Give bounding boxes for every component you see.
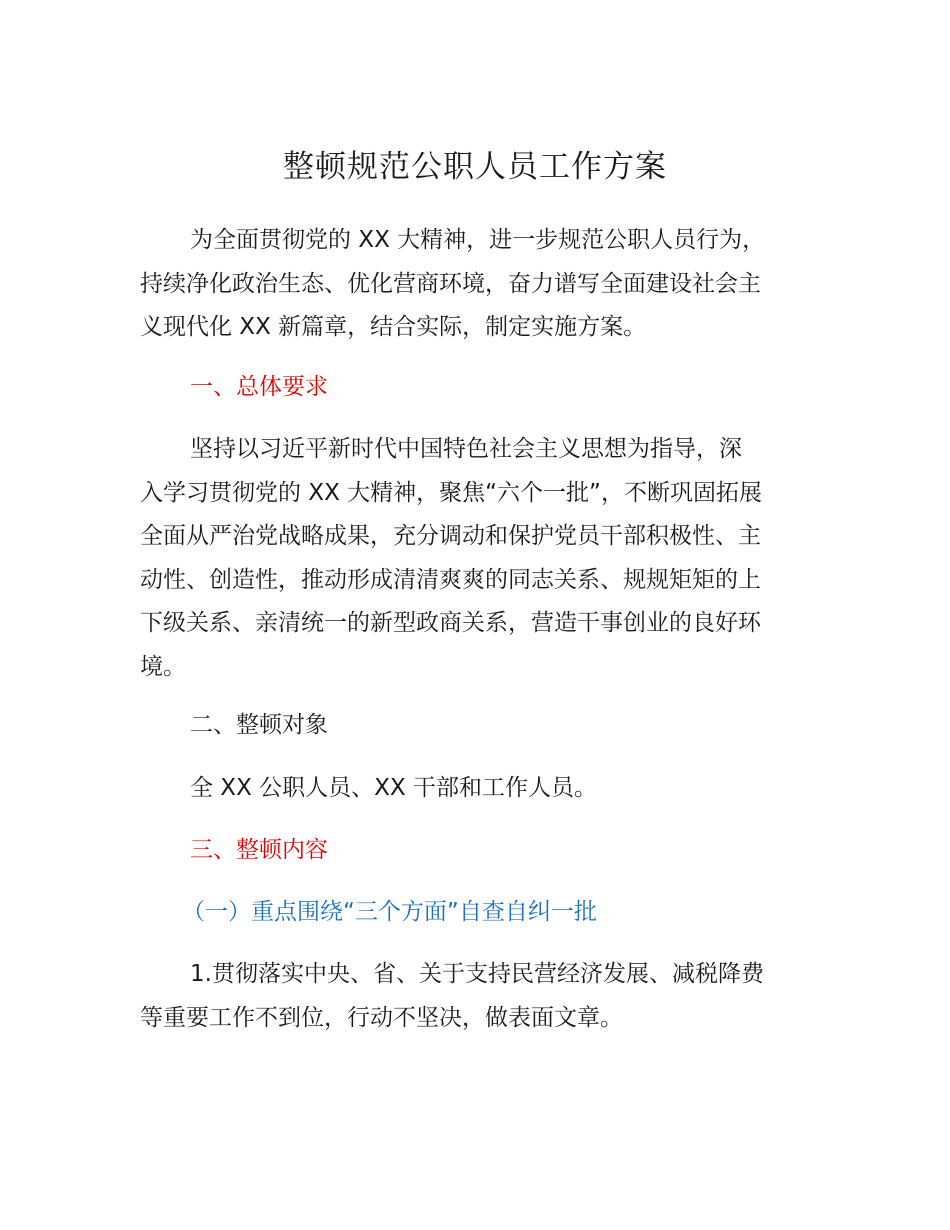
subsection-heading [140, 891, 812, 935]
intro-line: 持续净化政治生态、优化营商环境，奋力谱写全面建设社会主 [140, 270, 761, 297]
section-heading-content [140, 829, 812, 873]
document-title: 整顿规范公职人员工作方案 [283, 149, 667, 185]
intro-line: 为全面贯彻党的 XX 大精神，进一步规范公职人员行为， [190, 227, 766, 253]
section1-line: 全面从严治党战略成果，充分调动和保护党员干部积极性、主 [140, 523, 761, 549]
section-heading-text: 三、整顿内容 [190, 837, 328, 863]
section1-line: 坚持以习近平新时代中国特色社会主义思想为指导，深 [190, 436, 742, 462]
section1-paragraph [140, 428, 812, 689]
intro-paragraph [140, 219, 812, 350]
item1-paragraph [140, 953, 812, 1040]
subsection-heading-text: （一）重点围绕“三个方面”自查自纠一批 [182, 899, 597, 925]
section1-line: 境。 [140, 653, 186, 680]
item1-line: 1.贯彻落实中央、省、关于支持民营经济发展、减税降费 [190, 961, 764, 987]
section-heading-targets [140, 704, 812, 748]
item1-line: 等重要工作不到位，行动不坚决，做表面文章。 [140, 1004, 623, 1031]
section1-line: 动性、创造性，推动形成清清爽爽的同志关系、规规矩矩的上 [140, 566, 761, 593]
intro-line: 义现代化 XX 新篇章，结合实际，制定实施方案。 [140, 314, 647, 340]
section2-paragraph [140, 767, 812, 811]
section2-line: 全 XX 公职人员、XX 干部和工作人员。 [190, 775, 597, 801]
section-heading-overall-requirements [140, 366, 812, 410]
section-heading-text: 二、整顿对象 [190, 712, 328, 738]
section1-line: 入学习贯彻党的 XX 大精神，聚焦“六个一批”，不断巩固拓展 [140, 479, 762, 506]
section1-line: 下级关系、亲清统一的新型政商关系，营造干事创业的良好环 [140, 610, 761, 636]
section-heading-text: 一、总体要求 [190, 374, 328, 400]
